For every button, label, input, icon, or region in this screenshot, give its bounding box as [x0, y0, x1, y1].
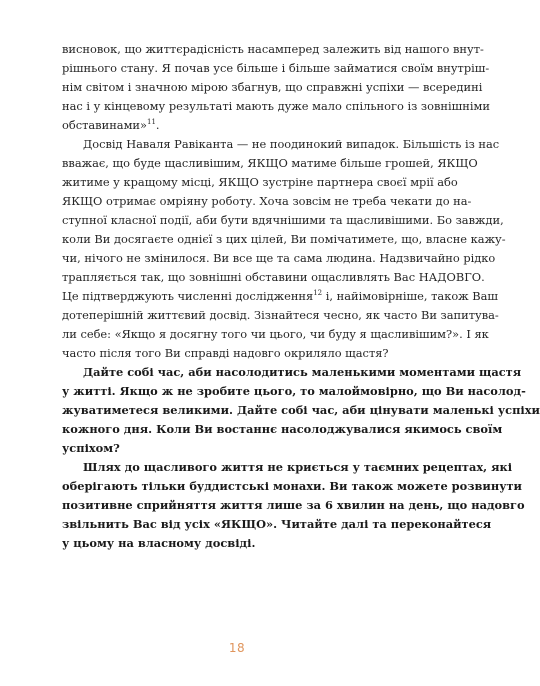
paragraph-3-bold — [62, 363, 540, 458]
text-line: Дайте собі час, аби насолодитись маленькими моментами щастя — [83, 365, 522, 379]
text-line: у цьому на власному досвіді. — [62, 536, 256, 550]
text-line: чи, нічого не змінилося. Ви все ще та сама людина. Надзвичайно рідко — [62, 251, 496, 265]
text-line — [62, 116, 412, 135]
paragraph-4-bold — [62, 458, 525, 553]
text-line: позитивне сприйняття життя лише за 6 хвилин на день, що надовго — [62, 498, 525, 512]
text-line: жуватиметеся великими. Дайте собі час, аби цінувати маленькі успіхи — [62, 403, 540, 417]
text-line: дотеперішній життєвий досвід. Зізнайтеся чесно, як часто Ви запитува- — [62, 308, 499, 322]
book-page-text — [62, 40, 540, 553]
text-line: рішнього стану. Я почав усе більше і більше займатися своїм внутріш- — [62, 61, 490, 75]
text-line: ЯКЩО отримає омріяну роботу. Хоча зовсім не треба чекати до на- — [62, 194, 472, 208]
paragraph-2 — [62, 135, 506, 363]
text-fragment: і, найімовірніше, також Ваш — [322, 289, 499, 303]
footnote-marker: 11 — [147, 118, 156, 127]
text-fragment: . — [155, 118, 160, 132]
text-line: трапляється так, що зовнішні обставини ощасливлять Вас НАДОВГО. — [62, 270, 485, 284]
text-line — [62, 287, 499, 306]
text-line: кожного дня. Коли Ви востаннє насолоджувалися якимось своїм — [62, 422, 503, 436]
page-number: 18 — [228, 641, 246, 655]
text-fragment: Це підтверджують численні дослідження — [62, 289, 314, 303]
text-line: Досвід Наваля Равіканта — не поодинокий випадок. Більшість із нас — [83, 137, 500, 151]
text-line: вважає, що буде щасливішим, ЯКЩО матиме більше грошей, ЯКЩО — [62, 156, 478, 170]
text-line: коли Ви досягаєте однієї з цих цілей, Ви помічатимете, що, власне кажу- — [62, 232, 506, 246]
text-line: часто після того Ви справді надовго окриляло щастя? — [62, 346, 389, 360]
text-line: звільнить Вас від усіх «ЯКЩО». Читайте далі та переконайтеся — [62, 517, 492, 531]
text-fragment: обставинами» — [62, 118, 147, 132]
text-line: ли себе: «Якщо я досягну того чи цього, чи буду я щасливішим?». І як — [62, 327, 489, 341]
text-line: успіхом? — [62, 441, 120, 455]
text-line: оберігають тільки буддистські монахи. Ви також можете розвинути — [62, 479, 523, 493]
text-line: нім світом і значною мірою збагнув, що справжні успіхи — всередині — [62, 80, 483, 94]
paragraph-1 — [62, 40, 490, 135]
text-line: висновок, що життєрадісність насамперед залежить від нашого внут- — [62, 42, 484, 56]
text-line: Шлях до щасливого життя не криється у таємних рецептах, які — [83, 460, 513, 474]
footnote-marker: 12 — [313, 289, 323, 298]
text-line: ступної класної події, аби бути вдячнішими та щасливішими. Бо завжди, — [62, 213, 504, 227]
text-line: у житті. Якщо ж не зробите цього, то малоймовірно, що Ви насолод- — [62, 384, 526, 398]
text-line: житиме у кращому місці, ЯКЩО зустріне партнера своєї мрії або — [62, 175, 458, 189]
text-line: нас і у кінцевому результаті мають дуже мало спільного із зовнішніми — [62, 99, 490, 113]
